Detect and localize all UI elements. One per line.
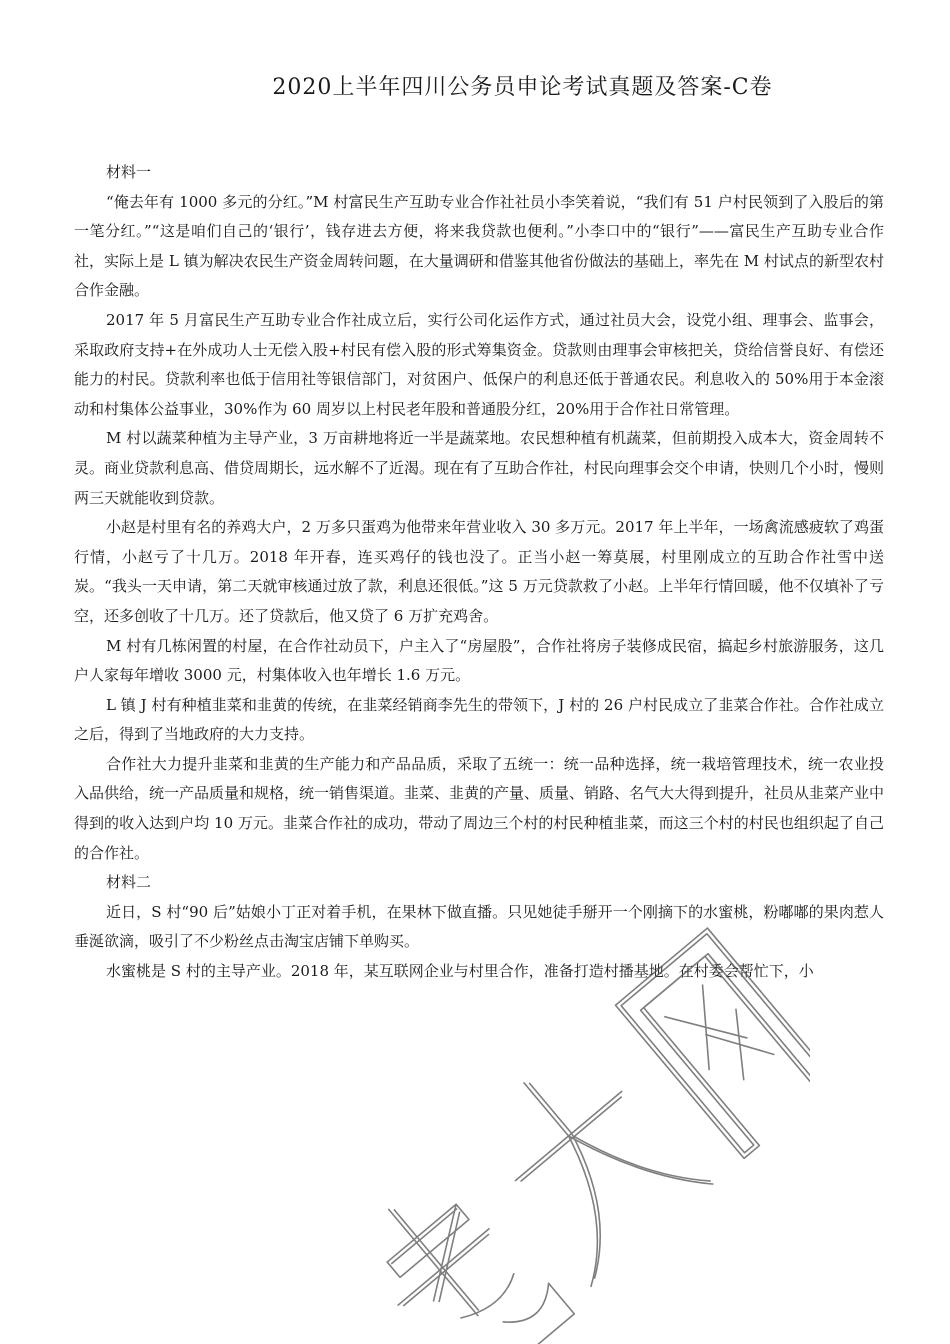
body-paragraph: “俺去年有 1000 多元的分红。”M 村富民生产互助专业合作社社员小李笑着说，“我们有 51 户村民领到了入股后的第一笔分红。”“这是咱们自己的‘银行’，钱存进去方便，将来我贷款也便利。”小李口中的“银行”——富民生产互助专业合作社，实际上是 L 镇为解决农民生产资金周转问题，在大量调研和借鉴其他省份做法的基础上，率先在 M 村试点的新型农村合作金融。 [74, 192, 884, 300]
body-paragraph: 近日，S 村“90 后”姑娘小丁正对着手机，在果林下做直播。只见她徒手掰开一个刚摘下的水蜜桃，粉嘟嘟的果肉惹人垂涎欲滴，吸引了不少粉丝点击淘宝店铺下单购买。 [74, 902, 884, 951]
document-title: 2020上半年四川公务员申论考试真题及答案-C卷 [272, 75, 773, 100]
document-body [74, 158, 884, 987]
body-paragraph: M 村以蔬菜种植为主导产业，3 万亩耕地将近一半是蔬菜地。农民想种植有机蔬菜，但前期投入成本大，资金周转不灵。商业贷款利息高、借贷周期长，远水解不了近渴。现在有了互助合作社，村民向理事会交个申请，快则几个小时，慢则两三天就能收到贷款。 [74, 429, 885, 507]
body-paragraph: 合作社大力提升韭菜和韭黄的生产能力和产品品质，采取了五统一：统一品种选择，统一栽培管理技术，统一农业投入品供给，统一产品质量和规格，统一销售渠道。韭菜、韭黄的产量、质量、销路、名气大大得到提升，社员从韭菜产业中得到的收入达到户均 10 万元。韭菜合作社的成功，带动了周边三个村的村民种植韭菜，而这三个村的村民也组织起了自己的合作社。 [74, 754, 885, 862]
body-paragraph: 水蜜桃是 S 村的主导产业。2018 年，某互联网企业与村里合作，准备打造村播基地。在村委会帮忙下，小 [106, 962, 814, 981]
body-paragraph: 2017 年 5 月富民生产互助专业合作社成立后，实行公司化运作方式，通过社员大会，设党小组、理事会、监事会，采取政府支持+在外成功人士无偿入股+村民有偿入股的形式筹集资金。贷款则由理事会审核把关，贷给信誉良好、有偿还能力的村民。贷款利率也低于信用社等银信部门，对贫困户、低保户的利息还低于普通农民。利息收入的 50%用于本金滚动和村集体公益事业，30%作为 60 周岁以上村民老年股和普通股分红，20%用于合作社日常管理。 [74, 310, 884, 418]
body-paragraph: M 村有几栋闲置的村屋，在合作社动员下，户主入了“房屋股”，合作社将房子装修成民宿，搞起乡村旅游服务，这几户人家每年增收 3000 元，村集体收入也年增长 1.6 万元。 [74, 636, 884, 685]
body-paragraph: 小赵是村里有名的养鸡大户，2 万多只蛋鸡为他带来年营业收入 30 多万元。2017 年上半年，一场禽流感疲软了鸡蛋行情，小赵亏了十几万。2018 年开春，连买鸡仔的钱也没了。正当小赵一筹莫展，村里刚成立的互助合作社雪中送炭。“我头一天申请，第二天就审核通过放了款，利息还很低。”这 5 万元贷款救了小赵。上半年行情回暖，他不仅填补了亏空，还多创收了十几万。还了贷款后，他又贷了 6 万扩充鸡舍。 [74, 518, 884, 625]
section-heading: 材料一 [106, 163, 152, 181]
section-heading: 材料二 [106, 873, 152, 892]
body-paragraph: L 镇 J 村有种植韭菜和韭黄的传统，在韭菜经销商李先生的带领下，J 村的 26 户村民成立了韭菜合作社。合作社成立之后，得到了当地政府的大力支持。 [74, 695, 884, 744]
